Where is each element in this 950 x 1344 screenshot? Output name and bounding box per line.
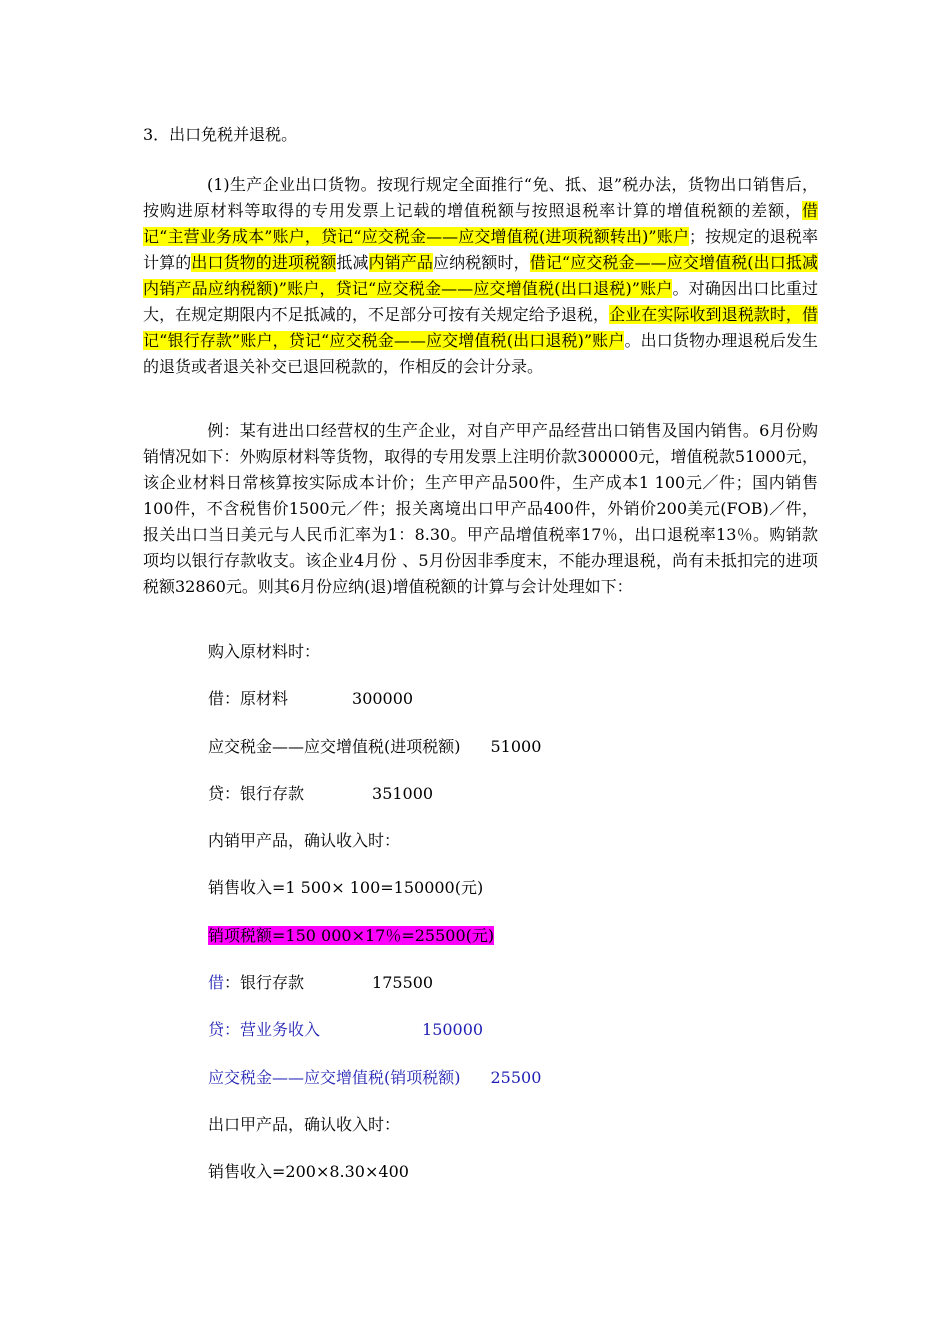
- text-span: 。对确因出口比重过大，在规定期限内不足抵减的，不足部分可按有关规定给予退税，: [143, 279, 818, 324]
- text-span: 抵减: [336, 253, 369, 272]
- entry-label: 借：原材料: [208, 689, 289, 708]
- entry-label: 贷：营业务收入: [208, 1020, 321, 1039]
- entry-label: 贷：银行存款: [208, 784, 305, 803]
- entry-debit-raw-materials: [208, 688, 413, 710]
- entry-sales-revenue-calc: 销售收入=1 500× 100=150000(元): [208, 878, 484, 897]
- entry-export-heading: 出口甲产品，确认收入时：: [208, 1115, 401, 1134]
- entry-domestic-heading: 内销甲产品，确认收入时：: [208, 831, 401, 850]
- entry-label: ：银行存款: [224, 973, 305, 992]
- highlighted-text: 借记“主营业务成本”账户，贷记“应交税金——应交增值税(进项税额转出)”账户: [143, 201, 818, 246]
- entry-value: 351000: [372, 784, 434, 803]
- entry-input-vat: [208, 736, 541, 758]
- highlighted-text: 企业在实际收到退税款时，借记“银行存款”账户，贷记“应交税金——应交增值税(出口退税)”账户: [143, 305, 818, 350]
- entry-purchase-heading: 购入原材料时：: [208, 642, 321, 661]
- entry-value: 175500: [372, 973, 434, 992]
- entry-output-vat: [208, 1067, 541, 1089]
- text-span: 。出口货物办理退税后发生的退货或者退关补交已退回税款的，作相反的会计分录。: [143, 331, 818, 376]
- entry-credit-revenue: [208, 1019, 483, 1041]
- entry-label: 应交税金——应交增值税(销项税额): [208, 1068, 461, 1087]
- entry-prefix: 借: [208, 973, 225, 992]
- entry-debit-bank: [208, 972, 433, 994]
- entry-credit-bank: [208, 783, 433, 805]
- highlighted-text: 出口货物的进项税额: [191, 253, 337, 272]
- entry-output-vat-calc: [208, 925, 494, 947]
- magenta-highlight: 销项税额=150 000×17％=25500(元): [208, 926, 495, 945]
- text-span: ；按规定的退税率计算的: [143, 227, 818, 272]
- entry-value: 25500: [490, 1068, 542, 1087]
- section-heading: 3．出口免税并退税。: [143, 125, 298, 144]
- highlighted-text: 内销产品: [368, 253, 434, 272]
- entry-label: 应交税金——应交增值税(进项税额): [208, 737, 461, 756]
- entry-export-revenue-calc: 销售收入=200×8.30×400: [208, 1162, 409, 1181]
- paragraph-export-refund-rules: [143, 172, 818, 380]
- text-span: (1)生产企业出口货物。按现行规定全面推行“免、抵、退”税办法，货物出口销售后，按购进原材料等取得的专用发票上记载的增值税额与按照退税率计算的增值税额的差额，: [143, 175, 818, 220]
- entry-value: 51000: [490, 737, 542, 756]
- entry-value: 150000: [422, 1020, 484, 1039]
- paragraph-example: [143, 418, 818, 600]
- text-span: 应纳税额时，: [433, 253, 530, 272]
- highlighted-text: 借记“应交税金——应交增值税(出口抵减内销产品应纳税额)”账户，贷记“应交税金——应交增值税(出口退税)”账户: [143, 253, 818, 298]
- entry-value: 300000: [352, 689, 414, 708]
- example-text: 例：某有进出口经营权的生产企业，对自产甲产品经营出口销售及国内销售。6月份购销情况如下：外购原材料等货物，取得的专用发票上注明价款300000元，增值税款51000元，该企业材料日常核算按实际成本计价；生产甲产品500件，生产成本1 100元／件；国内销售100件，不含税售价1500元／件；报关离境出口甲产品400件，外销价200美元(FOB)／件，报关出口当日美元与人民币汇率为1：8.30。甲产品增值税率17％，出口退税率13％。购销款项均以银行存款收支。该企业4月份 、5月份因非季度末，不能办理退税，尚有未抵扣完的进项税额32860元。则其6月份应纳(退)增值税额的计算与会计处理如下：: [143, 421, 818, 596]
